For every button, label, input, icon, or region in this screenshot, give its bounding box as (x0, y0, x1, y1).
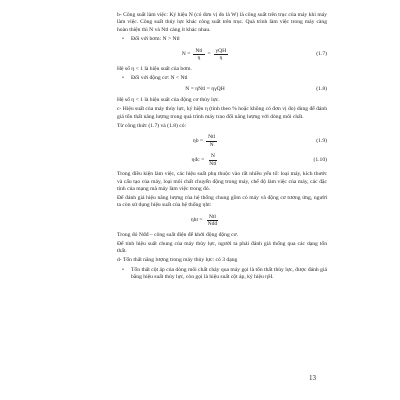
formula-1-7-equals: = (207, 50, 211, 57)
formula-1-10-denominator: Ntl (209, 160, 217, 167)
formula-1-7-numerator-2: γQH (215, 47, 227, 54)
formula-1-10-number: (1.10) (313, 156, 327, 163)
bullet-hydraulic-loss: • Tổn thất cột áp của dòng môi chất chảy qua máy gọi là tổn thất thủy lực, được đánh giá bằng hiệu suất thủy lực, còn gọi là hiệu suất cột áp, ký hiệu ηH. (117, 267, 327, 282)
paragraph-calc-efficiency: Để tính hiệu suất chung của máy thủy lực, người ta phải đánh giá thống qua các dạng tổn thất. (117, 240, 327, 255)
formula-1-10-fraction (207, 153, 218, 167)
formula-system-left: ηht = (190, 217, 203, 224)
bullet-motor: • Đối với động cơ: N < Ntl (117, 75, 327, 82)
formula-1-8-expression: N = ηNtl = ηγQH (185, 86, 225, 93)
paragraph-motor-efficiency: Hệ số η < 1 là hiệu suất của động cơ thủy lực. (117, 97, 220, 104)
formula-1-7 (117, 47, 327, 63)
formula-1-9-numerator: Ntl (208, 134, 216, 141)
formula-1-9-fraction (206, 134, 217, 148)
paragraph-from-formulas: Từ công thức (1.7) và (1.8) có: (117, 122, 187, 129)
formula-1-8-number: (1.8) (316, 86, 327, 93)
paragraph-energy-losses: d- Tổn thất năng lượng trong máy thủy lực: có 3 dạng (117, 257, 238, 264)
formula-1-9-denominator: N (209, 141, 214, 148)
formula-1-7-left: N = (181, 50, 191, 57)
paragraph-machine-efficiency: c- Hiệu suất của máy thủy lực, ký hiệu η (tính theo % hoặc không có đơn vị đo) dùng để đánh giá tổn thất năng lượng trong quá trình máy trao đổi năng lượng với dòng môi chất. (117, 106, 327, 120)
formula-1-9 (117, 133, 327, 149)
formula-system-fraction (206, 214, 220, 228)
formula-1-9-left: ηb = (192, 137, 204, 144)
formula-1-7-fraction-2 (214, 48, 229, 62)
formula-system-denominator: Nđđ (207, 221, 218, 228)
paragraph-working-power: b- Công suất làm việc: Ký hiệu N (có đơn vị đo là W) là công suất trên trục của máy khi máy làm việc. Công suất thủy lực khác công suất trên trục. Quá trình làm việc trong máy càng hoàn thiện thì N và Ntl càng ít khác nhau. (117, 12, 327, 33)
formula-1-7-number: (1.7) (316, 50, 327, 57)
formula-1-8 (117, 85, 327, 94)
formula-system-efficiency (117, 213, 327, 229)
formula-1-10-numerator: N (210, 153, 215, 160)
page-content (117, 12, 327, 284)
page-number: 13 (309, 374, 316, 382)
paragraph-nde-definition: Trong đó Nđđ – công suất điện để khởi động động cơ. (117, 231, 238, 238)
formula-1-7-numerator-1: Ntl (195, 47, 203, 54)
paragraph-conditions: Trong điều kiện làm việc, các hiệu suất phụ thuộc vào rất nhiều yếu tố: loại máy, kích thước và cấu tạo của máy, loại môi chất chuyển động trong máy, chế độ làm việc của máy, các đặc tính của mạng mà máy làm việc trong đó. (117, 171, 327, 193)
paragraph-system-efficiency: Để đánh giá hiệu năng lượng của hệ thống chung gồm có máy và động cơ tương ứng, người ta còn sử dụng hiệu suất của hệ thống ηht: (117, 195, 327, 209)
formula-1-7-denominator-2: η (219, 55, 223, 62)
paragraph-pump-efficiency: Hệ số η < 1 là hiệu suất của bơm. (117, 65, 192, 72)
formula-1-7-denominator-1: η (197, 55, 201, 62)
formula-1-10 (117, 152, 327, 168)
bullet-pump: • Đối với bơm: N > Ntl (117, 36, 327, 43)
formula-system-numerator: Ntl (208, 213, 216, 220)
formula-1-7-fraction-1 (193, 48, 204, 62)
formula-1-9-number: (1.9) (316, 137, 327, 144)
formula-1-10-left: ηđc = (191, 156, 205, 163)
